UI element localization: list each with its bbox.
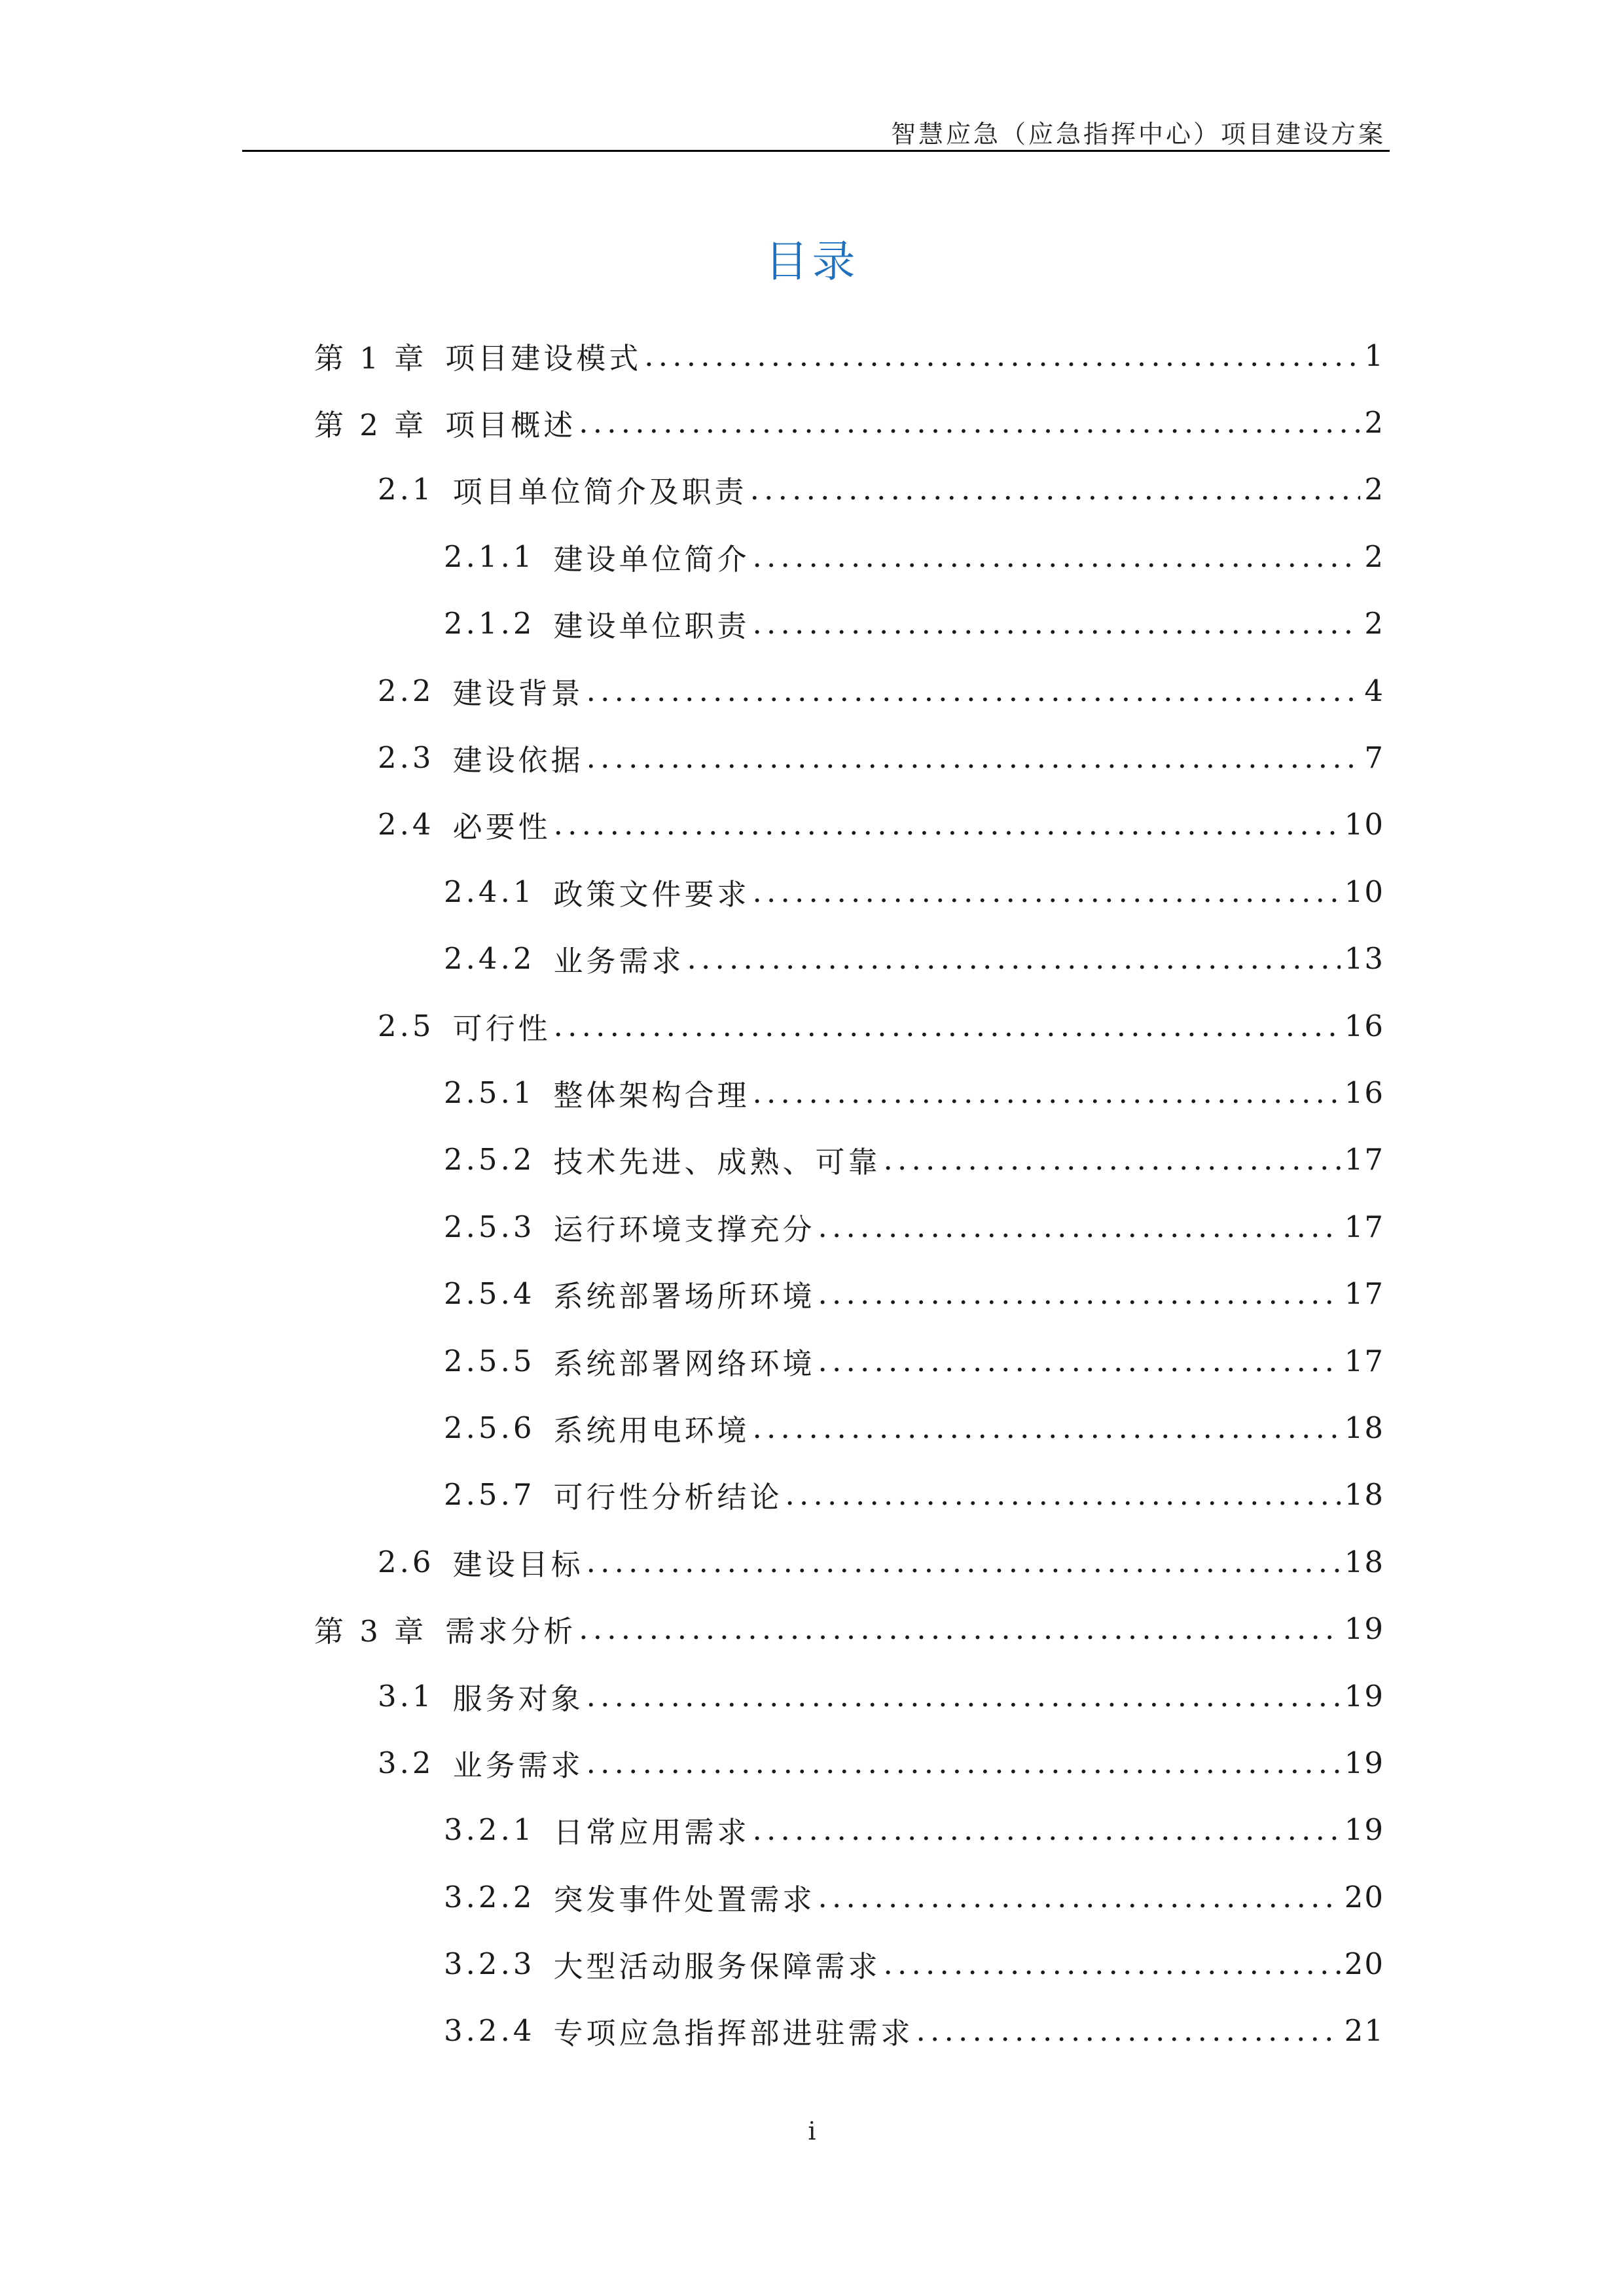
toc-entry[interactable] <box>314 1193 1384 1260</box>
toc-entry[interactable] <box>314 1394 1384 1461</box>
toc-entry-page: 17 <box>1344 1142 1384 1177</box>
toc-entry[interactable] <box>314 1059 1384 1126</box>
toc-entry-title: 政策文件要求 <box>553 876 750 912</box>
toc-dot-leader <box>586 740 1361 775</box>
toc-entry-title: 项目单位简介及职责 <box>452 475 748 510</box>
toc-dot-leader <box>554 807 1341 842</box>
toc-entry-page: 18 <box>1344 1544 1384 1579</box>
toc-dot-leader <box>818 1880 1341 1914</box>
toc-entry-page: 16 <box>1344 1075 1384 1110</box>
toc-entry-number: 第 3 章 <box>314 1614 427 1649</box>
toc-entry-title: 建设依据 <box>452 743 584 778</box>
toc-entry-title: 系统用电环境 <box>553 1412 750 1448</box>
toc-entry[interactable] <box>314 590 1384 657</box>
toc-dot-leader <box>579 1611 1340 1646</box>
toc-entry-page: 17 <box>1344 1343 1384 1378</box>
toc-entry-page: 16 <box>1344 1008 1384 1043</box>
toc-entry-number: 2.4.1 <box>444 874 535 909</box>
toc-dot-leader <box>785 1477 1341 1512</box>
toc-entry-title: 服务对象 <box>452 1681 584 1716</box>
toc-entry-title: 需求分析 <box>445 1614 577 1649</box>
toc-dot-leader <box>586 1545 1341 1579</box>
header-rule <box>242 150 1390 152</box>
toc-entry[interactable] <box>314 1797 1384 1863</box>
toc-dot-leader <box>586 1746 1341 1780</box>
toc-entry-number: 2.5.7 <box>444 1477 535 1513</box>
toc-entry[interactable] <box>314 322 1384 389</box>
toc-entry[interactable] <box>314 1863 1384 1930</box>
toc-dot-leader <box>753 1075 1341 1110</box>
toc-entry-number: 3.2.3 <box>444 1946 535 1982</box>
toc-entry-number: 2.4.2 <box>444 941 535 977</box>
toc-entry-page: 10 <box>1344 807 1384 842</box>
toc-entry-title: 建设单位简介 <box>553 541 750 577</box>
toc-entry[interactable] <box>314 1930 1384 1997</box>
toc-entry-page: 1 <box>1364 338 1384 373</box>
toc-entry-title: 整体架构合理 <box>553 1077 750 1113</box>
toc-dot-leader <box>753 606 1361 641</box>
toc-entry-page: 17 <box>1344 1209 1384 1244</box>
page-header <box>242 111 1390 152</box>
toc-entry[interactable] <box>314 1260 1384 1327</box>
toc-entry-number: 2.5.2 <box>444 1142 535 1177</box>
toc-entry-page: 21 <box>1344 2013 1384 2049</box>
toc-entry-number: 2.1.2 <box>444 606 535 641</box>
toc-dot-leader <box>753 874 1341 909</box>
toc-entry[interactable] <box>314 992 1384 1059</box>
running-title: 智慧应急（应急指挥中心）项目建设方案 <box>890 120 1386 149</box>
toc-dot-leader <box>750 472 1361 507</box>
toc-entry-page: 19 <box>1344 1678 1384 1713</box>
toc-dot-leader <box>753 1812 1341 1847</box>
toc-entry[interactable] <box>314 657 1384 724</box>
toc-entry-title: 日常应用需求 <box>553 1815 750 1850</box>
toc-entry-title: 系统部署场所环境 <box>553 1279 816 1314</box>
toc-dot-leader <box>884 1142 1341 1177</box>
toc-entry-number: 第 1 章 <box>314 340 427 376</box>
toc-entry-title: 建设单位职责 <box>553 609 750 644</box>
toc-entry-page: 19 <box>1344 1812 1384 1848</box>
toc-entry-title: 可行性 <box>452 1011 551 1046</box>
toc-entry-number: 3.2 <box>378 1745 435 1780</box>
toc-entry-page: 2 <box>1364 539 1384 574</box>
toc-entry-number: 2.1.1 <box>444 539 535 574</box>
toc-entry-page: 20 <box>1344 1946 1384 1982</box>
toc-entry-page: 2 <box>1364 405 1384 440</box>
toc-entry-page: 2 <box>1364 472 1384 507</box>
toc-entry-title: 技术先进、成熟、可靠 <box>553 1145 881 1180</box>
toc-entry[interactable] <box>314 724 1384 791</box>
toc-entry-number: 2.2 <box>378 673 435 708</box>
toc-entry[interactable] <box>314 456 1384 523</box>
toc-entry-page: 2 <box>1364 606 1384 641</box>
toc-dot-leader <box>753 1410 1341 1445</box>
toc-entry[interactable] <box>314 1729 1384 1796</box>
toc-entry-page: 18 <box>1344 1477 1384 1513</box>
toc-entry[interactable] <box>314 858 1384 925</box>
toc-entry[interactable] <box>314 791 1384 858</box>
toc-entry[interactable] <box>314 1998 1384 2064</box>
toc-entry-number: 3.1 <box>378 1678 435 1713</box>
toc-entry-number: 2.1 <box>378 472 435 507</box>
toc-entry-title: 大型活动服务保障需求 <box>553 1949 881 1984</box>
toc-dot-leader <box>884 1946 1341 1981</box>
toc-entry-number: 2.5.1 <box>444 1075 535 1110</box>
toc-entry-title: 业务需求 <box>553 944 685 979</box>
toc-dot-leader <box>586 1679 1341 1713</box>
toc-entry[interactable] <box>314 1126 1384 1193</box>
toc-entry[interactable] <box>314 925 1384 992</box>
toc-entry-number: 2.6 <box>378 1544 435 1579</box>
toc-entry-title: 必要性 <box>452 810 551 845</box>
toc-entry-number: 3.2.2 <box>444 1879 535 1914</box>
toc-entry-title: 项目概述 <box>445 408 577 443</box>
toc-dot-leader <box>753 539 1361 574</box>
toc-entry-page: 19 <box>1344 1611 1384 1647</box>
toc-entry[interactable] <box>314 1528 1384 1595</box>
toc-entry-title: 专项应急指挥部进驻需求 <box>553 2016 914 2051</box>
toc-entry-page: 17 <box>1344 1276 1384 1312</box>
toc-entry-title: 运行环境支撑充分 <box>553 1211 816 1247</box>
toc-entry-number: 2.5.5 <box>444 1343 535 1378</box>
toc-entry-number: 2.5.3 <box>444 1209 535 1244</box>
toc-dot-leader <box>644 338 1360 373</box>
page-number: i <box>808 2117 816 2145</box>
toc-entry-number: 2.5.4 <box>444 1276 535 1312</box>
toc-dot-leader <box>818 1276 1341 1311</box>
toc-entry-page: 4 <box>1364 673 1384 708</box>
toc-entry[interactable] <box>314 523 1384 590</box>
table-of-contents <box>314 322 1384 2064</box>
toc-dot-leader <box>554 1009 1341 1043</box>
toc-entry-number: 2.3 <box>378 740 435 776</box>
toc-entry-page: 19 <box>1344 1745 1384 1780</box>
toc-entry[interactable] <box>314 1662 1384 1729</box>
toc-entry-number: 第 2 章 <box>314 408 427 443</box>
toc-entry-title: 系统部署网络环境 <box>553 1346 816 1381</box>
toc-entry-title: 突发事件处置需求 <box>553 1882 816 1917</box>
toc-title: 目录 <box>765 236 859 287</box>
toc-entry-page: 13 <box>1344 941 1384 977</box>
toc-entry-title: 建设背景 <box>452 675 584 711</box>
toc-dot-leader <box>818 1344 1341 1378</box>
toc-entry-title: 业务需求 <box>452 1748 584 1783</box>
toc-entry-title: 建设目标 <box>452 1547 584 1582</box>
toc-dot-leader <box>586 673 1361 708</box>
toc-entry-number: 2.5.6 <box>444 1410 535 1445</box>
toc-entry[interactable] <box>314 1595 1384 1662</box>
toc-entry-title: 项目建设模式 <box>445 340 642 376</box>
toc-entry-page: 10 <box>1344 874 1384 909</box>
toc-dot-leader <box>579 405 1360 440</box>
toc-entry[interactable] <box>314 1327 1384 1394</box>
toc-dot-leader <box>916 2013 1341 2048</box>
toc-entry-page: 20 <box>1344 1879 1384 1914</box>
toc-entry-page: 18 <box>1344 1410 1384 1445</box>
toc-entry[interactable] <box>314 1462 1384 1528</box>
toc-entry-title: 可行性分析结论 <box>553 1480 783 1515</box>
toc-dot-leader <box>818 1210 1341 1244</box>
toc-entry-number: 3.2.1 <box>444 1812 535 1848</box>
toc-entry-page: 7 <box>1364 740 1384 776</box>
toc-entry-number: 3.2.4 <box>444 2013 535 2049</box>
toc-entry-number: 2.4 <box>378 807 435 842</box>
toc-dot-leader <box>687 941 1341 976</box>
toc-entry[interactable] <box>314 389 1384 456</box>
toc-entry-number: 2.5 <box>378 1008 435 1043</box>
